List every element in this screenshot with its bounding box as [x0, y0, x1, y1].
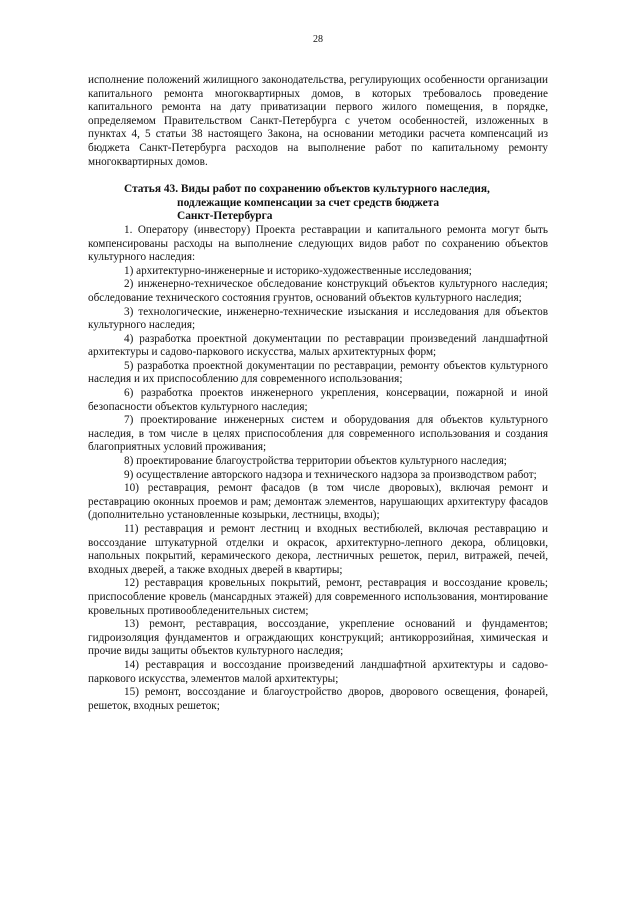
- list-item: 1) архитектурно-инженерные и историко-художественные исследования;: [124, 264, 472, 277]
- list-item: 8) проектирование благоустройства территории объектов культурного наследия;: [124, 455, 507, 468]
- list-item: 5) разработка проектной документации по реставрации, ремонту объектов культурного наследия и их приспособлению для современного использования;: [88, 359, 548, 386]
- list-item: 7) проектирование инженерных систем и оборудования для объектов культурного наследия, в том числе в целях приспособления для современного использования и создания благоприятных условий проживания;: [88, 414, 548, 454]
- list-item: 15) ремонт, воссоздание и благоустройство дворов, дворового освещения, фонарей, решеток, входных решеток;: [88, 686, 548, 712]
- clause-1: 1. Оператору (инвестору) Проекта реставрации и капитального ремонта могут быть компенсированы расходы на выполнение следующих видов работ по сохранению объектов культурного наследия:: [88, 223, 548, 264]
- intro-paragraph: исполнение положений жилищного законодательства, регулирующих особенности организации капитального ремонта многоквартирных домов, в которых требовалось проведение капитального ремонта на дату приватизации первого жилого помещения, в порядке, определяемом Правительством Санкт-Петербурга с учетом особенностей, изложенных в пунктах 4, 5 статьи 38 настоящего Закона, на основании методики расчета компенсаций из бюджета Санкт-Петербурга расходов на выполнение работ по капитальному ремонту многоквартирных домов.: [88, 74, 548, 168]
- list-item: 10) реставрация, ремонт фасадов (в том числе дворовых), включая ремонт и реставрацию оконных проемов и рам; демонтаж элементов, нарушающих архитектуру фасадов (дополнительно установленные козырьки, лестницы, входы);: [88, 482, 548, 522]
- document-page: [88, 0, 548, 905]
- list-item: 9) осуществление авторского надзора и технического надзора за производством работ;: [124, 468, 537, 481]
- list-item: 13) ремонт, реставрация, воссоздание, укрепление оснований и фундаментов; гидроизоляция фундаментов и ограждающих конструкций; антикоррозийная, химическая и прочие виды защиты объектов культурного наследия;: [88, 618, 548, 658]
- article-title-line-1: Статья 43. Виды работ по сохранению объектов культурного наследия,: [124, 183, 490, 196]
- article-title-line-2: подлежащие компенсации за счет средств бюджета: [177, 196, 440, 209]
- page-number: 28: [313, 34, 323, 45]
- list-item: 11) реставрация и ремонт лестниц и входных вестибюлей, включая реставрацию и воссоздание штукатурной отделки и окрасок, архитектурно-лепного декора, облицовки, напольных покрытий, керамического декора, лестничных решеток, перил, витражей, печей, входных дверей, а также входных дверей в квартиры;: [88, 523, 548, 576]
- list-item: 14) реставрация и воссоздание произведений ландшафтной архитектуры и садово-паркового искусства, элементов малой архитектуры;: [88, 658, 548, 685]
- document-body: [88, 74, 548, 713]
- list-item: 12) реставрация кровельных покрытий, ремонт, реставрация и воссоздание кровель; приспособление кровель (мансардных этажей) для современного использования, монтирование кровельных противообледенительных систем;: [88, 577, 548, 617]
- article-heading: [88, 183, 548, 224]
- article-title-line-3: Санкт-Петербурга: [177, 210, 273, 223]
- list-item: 6) разработка проектов инженерного укрепления, консервации, пожарной и иной безопасности объектов культурного наследия;: [88, 387, 548, 413]
- list-item: 2) инженерно-техническое обследование конструкций объектов культурного наследия; обследование технического состояния грунтов, оснований объектов культурного наследия;: [88, 278, 548, 304]
- list-item: 4) разработка проектной документации по реставрации произведений ландшафтной архитектуры и садово-паркового искусства, малых архитектурных форм;: [88, 332, 548, 359]
- list-item: 3) технологические, инженерно-технические изыскания и исследования для объектов культурного наследия;: [88, 305, 548, 332]
